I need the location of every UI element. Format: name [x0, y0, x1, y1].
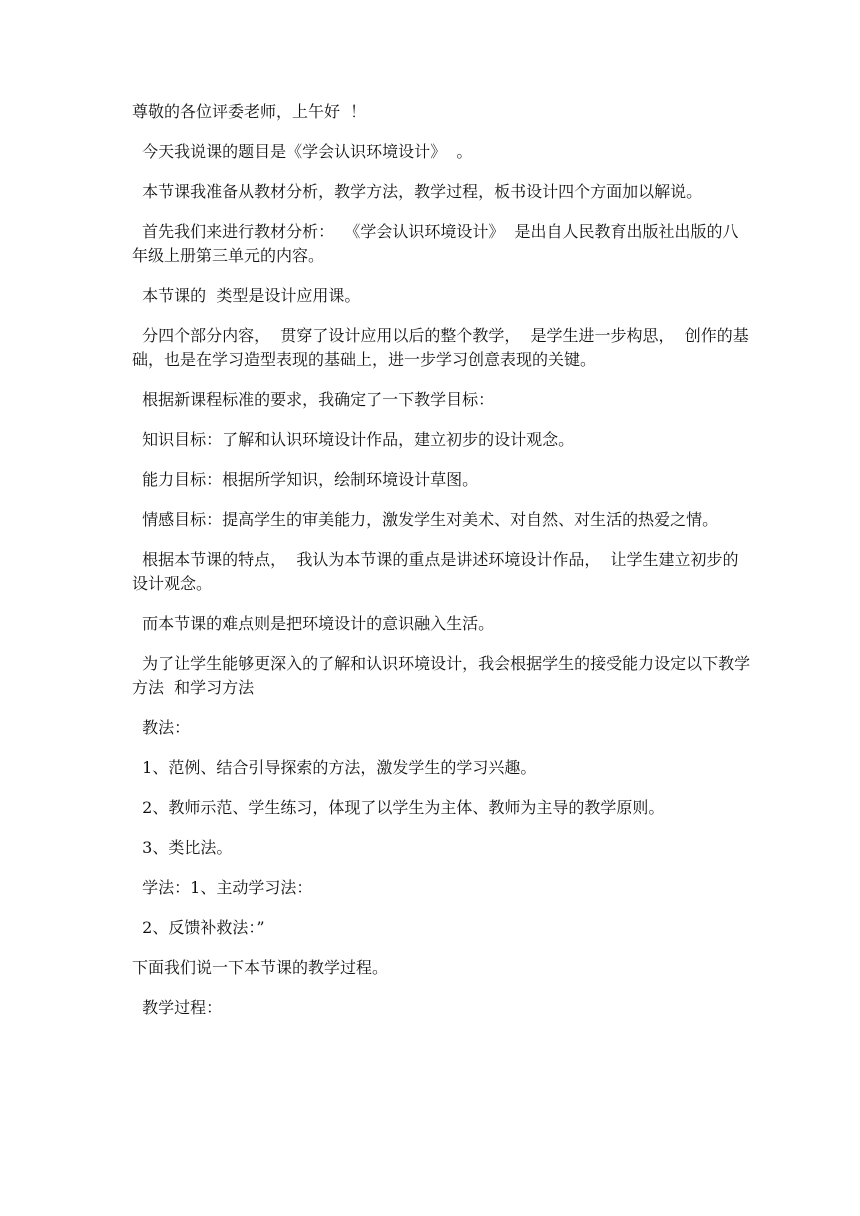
paragraph-process-intro: 下面我们说一下本节课的教学过程。: [132, 958, 389, 977]
paragraph-teaching-method-3: 3、类比法。: [132, 838, 233, 857]
paragraph-difficulty: 而本节课的难点则是把环境设计的意识融入生活。: [132, 614, 495, 633]
paragraph-learning-method-2: 2、反馈补救法：”: [132, 918, 265, 937]
paragraph-lesson-type: 本节课的 类型是设计应用课。: [132, 286, 361, 305]
paragraph-teaching-method-1: 1、范例、结合引导探索的方法，激发学生的学习兴趣。: [132, 758, 537, 777]
paragraph-objectives-intro: 根据新课程标准的要求，我确定了一下教学目标：: [132, 390, 495, 409]
paragraph-topic: 今天我说课的题目是《学会认识环境设计》 。: [132, 142, 473, 161]
paragraph-material-analysis: 首先我们来进行教材分析： 《学会认识环境设计》 是出自人民教育出版社出版的八年级上册第三单元的内容。: [132, 222, 739, 265]
paragraph-content-parts: 分四个部分内容， 贯穿了设计应用以后的整个教学， 是学生进一步构思， 创作的基础，也是在学习造型表现的基础上，进一步学习创意表现的关键。: [132, 326, 749, 369]
paragraph-greeting: 尊敬的各位评委老师，上午好 ！: [132, 102, 367, 121]
paragraph-process-heading: 教学过程：: [132, 998, 223, 1017]
paragraph-teaching-method-2: 2、教师示范、学生练习，体现了以学生为主体、教师为主导的教学原则。: [132, 798, 665, 817]
paragraph-methods-intro: 为了让学生能够更深入的了解和认识环境设计，我会根据学生的接受能力设定以下教学方法 和学习方法: [132, 654, 751, 697]
paragraph-ability-objective: 能力目标：根据所学知识，绘制环境设计草图。: [132, 470, 479, 489]
paragraph-outline: 本节课我准备从教材分析，教学方法，教学过程，板书设计四个方面加以解说。: [132, 182, 703, 201]
paragraph-learning-method-1: 学法：1、主动学习法：: [132, 878, 313, 897]
paragraph-knowledge-objective: 知识目标：了解和认识环境设计作品，建立初步的设计观念。: [132, 430, 575, 449]
paragraph-emotion-objective: 情感目标：提高学生的审美能力，激发学生对美术、对自然、对生活的热爱之情。: [132, 510, 719, 529]
paragraph-teaching-methods-heading: 教法：: [132, 718, 191, 737]
paragraph-key-point: 根据本节课的特点， 我认为本节课的重点是讲述环境设计作品， 让学生建立初步的设计观念。: [132, 550, 739, 593]
document-body: [132, 100, 752, 1036]
